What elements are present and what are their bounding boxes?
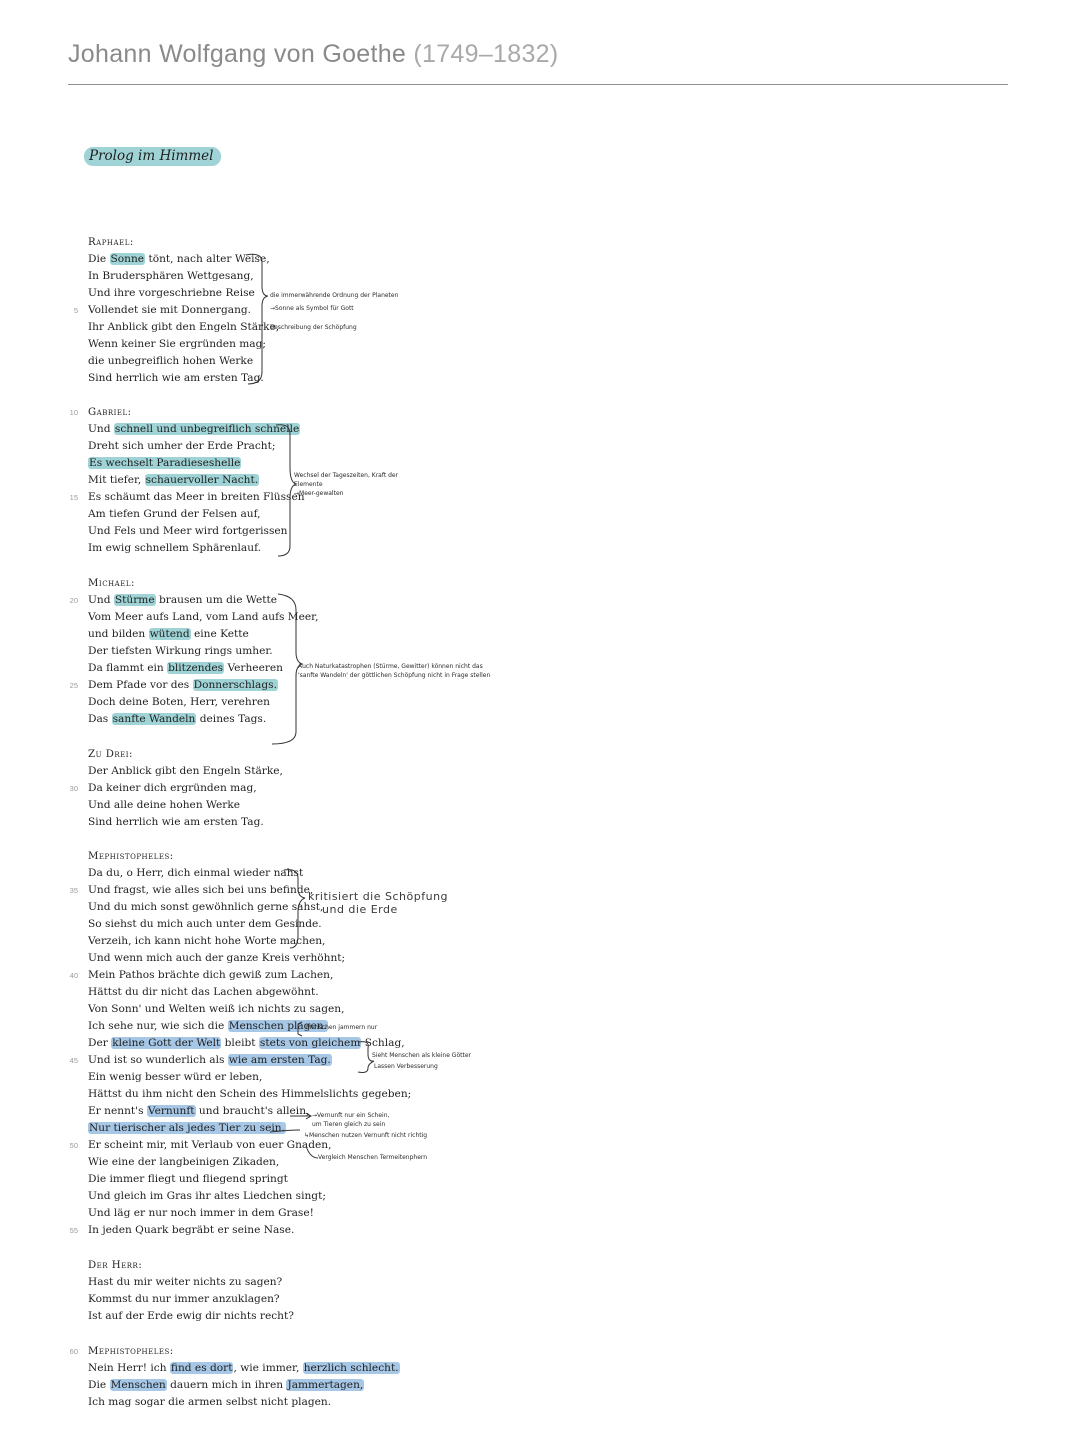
author-years: (1749–1832) bbox=[413, 40, 559, 68]
verse-line: In jeden Quark begräbt er seine Nase. bbox=[88, 1224, 295, 1236]
line-number: 15 bbox=[69, 493, 78, 502]
line-number: 30 bbox=[69, 784, 78, 793]
note-verbesserung: Lassen Verbesserung bbox=[374, 1063, 438, 1070]
bracket-meph-2 bbox=[298, 1022, 302, 1036]
highlight: Menschen bbox=[110, 1379, 166, 1391]
highlight: find es dort bbox=[170, 1362, 233, 1374]
verse-line: Der Anblick gibt den Engeln Stärke, bbox=[88, 765, 283, 777]
line-number: 20 bbox=[69, 596, 78, 605]
author-name: Johann Wolfgang von Goethe bbox=[68, 40, 407, 68]
line-number: 45 bbox=[69, 1056, 78, 1065]
note-erde: und die Erde bbox=[322, 903, 398, 916]
speaker-mephistopheles: Mephistopheles: bbox=[88, 1346, 174, 1357]
line-number: 10 bbox=[69, 408, 78, 417]
note-sanfte-wandeln: 'sanfte Wandeln' der göttlichen Schöpfung nicht in Frage stellen bbox=[298, 672, 491, 679]
highlight: Sonne bbox=[110, 253, 145, 265]
highlight: Nur tierischer als jedes Tier zu sein. bbox=[89, 1122, 285, 1134]
arrow-tier bbox=[270, 1130, 300, 1132]
verse-line: Die Menschen dauern mich in ihren Jammertagen, bbox=[88, 1379, 364, 1391]
verse-line: Und du mich sonst gewöhnlich gerne sahst, bbox=[88, 901, 324, 913]
verse-line: Dreht sich umher der Erde Pracht; bbox=[88, 440, 276, 452]
verse-line: Wenn keiner Sie ergründen mag; bbox=[88, 338, 266, 350]
verse-line: Und läg er nur noch immer in dem Grase! bbox=[88, 1207, 314, 1219]
line-number: 55 bbox=[69, 1226, 78, 1235]
line-number: 25 bbox=[69, 681, 78, 690]
verse-line: Und gleich im Gras ihr altes Liedchen singt; bbox=[88, 1190, 326, 1202]
note-menschen-jammern: Menschen jammern nur bbox=[306, 1024, 378, 1031]
highlight: schnell und unbegreiflich schnelle bbox=[114, 423, 300, 435]
highlight: kleine Gott der Welt bbox=[112, 1037, 221, 1049]
verse-line: Mein Pathos brächte dich gewiß zum Lachen, bbox=[88, 969, 334, 981]
verse-line: Mit tiefer, schauervoller Nacht. bbox=[88, 474, 259, 486]
note-vernunft-richtig: ↳Menschen nutzen Vernunft nicht richtig bbox=[304, 1132, 428, 1139]
verse-line: Hast du mir weiter nichts zu sagen? bbox=[88, 1276, 283, 1288]
note-kleine-goetter: Sieht Menschen als kleine Götter bbox=[372, 1052, 471, 1059]
highlight: blitzendes bbox=[168, 662, 224, 674]
line-number: 50 bbox=[69, 1141, 78, 1150]
verse-line: Sind herrlich wie am ersten Tag. bbox=[88, 816, 264, 828]
verse-line: Und ihre vorgeschriebne Reise bbox=[88, 287, 255, 299]
note-sonne-symbol: →Sonne als Symbol für Gott bbox=[270, 305, 354, 312]
line-zikaden bbox=[306, 1146, 318, 1158]
note-tageszeiten: Wechsel der Tageszeiten, Kraft der bbox=[294, 472, 399, 479]
verse-line: Und Stürme brausen um die Wette bbox=[88, 594, 277, 606]
verse-line: Vollendet sie mit Donnergang. bbox=[88, 304, 252, 316]
note-schoepfung: Beschreibung der Schöpfung bbox=[270, 324, 357, 331]
speaker-michael: Michael: bbox=[88, 578, 135, 589]
verse-line: Kommst du nur immer anzuklagen? bbox=[88, 1293, 280, 1305]
verse-line: Es schäumt das Meer in breiten Flüssen bbox=[88, 491, 305, 503]
verse-line: Am tiefen Grund der Felsen auf, bbox=[88, 508, 261, 520]
verse-line: Er scheint mir, mit Verlaub von euer Gnaden, bbox=[88, 1139, 332, 1151]
verse-line: Hättst du ihm nicht den Schein des Himmelslichts gegeben; bbox=[88, 1088, 412, 1100]
verse-line: Ihr Anblick gibt den Engeln Stärke, bbox=[88, 321, 280, 333]
verse-line: In Brudersphären Wettgesang, bbox=[88, 270, 254, 282]
speaker-gabriel: Gabriel: bbox=[88, 407, 132, 418]
bracket-meph-1 bbox=[284, 870, 305, 948]
highlight: wütend bbox=[149, 628, 190, 640]
verse-line: Er nennt's Vernunft und braucht's allein, bbox=[88, 1105, 310, 1117]
verse-line: Und alle deine hohen Werke bbox=[88, 799, 241, 811]
speaker-der-herr: Der Herr: bbox=[88, 1260, 143, 1271]
highlight: herzlich schlecht. bbox=[303, 1362, 399, 1374]
verse-line: Die immer fliegt und fliegend springt bbox=[88, 1173, 288, 1185]
verse-line: Und wenn mich auch der ganze Kreis verhöhnt; bbox=[88, 952, 346, 964]
verse-line: Ist auf der Erde ewig dir nichts recht? bbox=[88, 1310, 294, 1322]
verse-line: Im ewig schnellem Sphärenlauf. bbox=[88, 542, 261, 554]
verse-line: Und ist so wunderlich als wie am ersten Tag. bbox=[88, 1054, 331, 1066]
note-meergewalten: →Meer-gewalten bbox=[294, 490, 344, 497]
verse-line: Ich mag sogar die armen selbst nicht plagen. bbox=[88, 1396, 332, 1408]
verse-line: Sind herrlich wie am ersten Tag. bbox=[88, 372, 264, 384]
verse-line: Dem Pfade vor des Donnerschlags. bbox=[88, 679, 277, 691]
note-vergleich: Vergleich Menschen Termeitenphern bbox=[318, 1154, 428, 1161]
highlight: Vernunft bbox=[147, 1105, 195, 1117]
line-number: 60 bbox=[69, 1347, 78, 1356]
verse-line: Verzeih, ich kann nicht hohe Worte machen, bbox=[88, 935, 326, 947]
line-number: 40 bbox=[69, 971, 78, 980]
highlight: wie am ersten Tag. bbox=[228, 1054, 331, 1066]
verse-line: Da flammt ein blitzendes Verheeren bbox=[88, 662, 284, 674]
arrow-vernunft bbox=[290, 1113, 311, 1119]
line-number: 35 bbox=[69, 886, 78, 895]
line-number: 5 bbox=[73, 306, 78, 315]
verse-line: Doch deine Boten, Herr, verehren bbox=[88, 696, 270, 708]
verse-line: So siehst du mich auch unter dem Gesinde. bbox=[88, 918, 322, 930]
verse-line: und bilden wütend eine Kette bbox=[88, 628, 249, 640]
verse-line: Vom Meer aufs Land, vom Land aufs Meer, bbox=[88, 611, 319, 623]
verse-line: Da du, o Herr, dich einmal wieder nahst bbox=[88, 867, 304, 879]
highlight: Donnerschlags. bbox=[193, 679, 277, 691]
note-elemente: Elemente bbox=[294, 481, 323, 488]
highlight: Jammertagen, bbox=[287, 1379, 364, 1391]
speaker-zu-drei: Zu Drei: bbox=[88, 749, 133, 760]
verse-line: Ich sehe nur, wie sich die Menschen plagen. bbox=[88, 1020, 327, 1032]
verse-line: Und schnell und unbegreiflich schnelle bbox=[88, 423, 300, 435]
highlight: schauervoller Nacht. bbox=[145, 474, 259, 486]
note-kritisiert: kritisiert die Schöpfung bbox=[308, 890, 449, 903]
verse-line: Und fragst, wie alles sich bei uns befinde, bbox=[88, 884, 314, 896]
highlight: stets von gleichem bbox=[259, 1037, 361, 1049]
verse-line: Wie eine der langbeinigen Zikaden, bbox=[88, 1156, 280, 1168]
section-title: Prolog im Himmel bbox=[84, 147, 221, 166]
speaker-raphael: Raphael: bbox=[88, 237, 134, 248]
verse-line: Die Sonne tönt, nach alter Weise, bbox=[88, 253, 270, 265]
note-vernunft-schein: →Vernunft nur ein Schein, bbox=[312, 1112, 390, 1119]
verse-line: Und Fels und Meer wird fortgerissen bbox=[88, 525, 288, 537]
verse-line: Hättst du dir nicht das Lachen abgewöhnt. bbox=[88, 986, 319, 998]
note-planeten: die immerwährende Ordnung der Planeten bbox=[270, 292, 399, 299]
highlight: Menschen plagen. bbox=[228, 1020, 327, 1032]
note-naturkatastrophen: Auch Naturkatastrophen (Stürme, Gewitter) können nicht das bbox=[298, 663, 483, 670]
verse-line: Ein wenig besser würd er leben, bbox=[88, 1071, 263, 1083]
verse-line: Der tiefsten Wirkung rings umher. bbox=[88, 645, 273, 657]
bracket-raphael bbox=[246, 254, 268, 384]
highlight: sanfte Wandeln bbox=[112, 713, 196, 725]
note-tieren-gleich: um Tieren gleich zu sein bbox=[312, 1121, 386, 1128]
verse-line: Von Sonn' und Welten weiß ich nichts zu sagen, bbox=[88, 1003, 345, 1015]
speaker-mephistopheles: Mephistopheles: bbox=[88, 851, 174, 862]
bracket-gabriel bbox=[276, 425, 296, 556]
verse-line: Da keiner dich ergründen mag, bbox=[88, 782, 257, 794]
highlight: Es wechselt Paradieseshelle bbox=[89, 457, 241, 469]
verse-line: Nein Herr! ich find es dort, wie immer, herzlich schlecht. bbox=[88, 1362, 399, 1374]
verse-line: Das sanfte Wandeln deines Tags. bbox=[88, 713, 267, 725]
verse-line: die unbegreiflich hohen Werke bbox=[88, 355, 254, 367]
verse-line: Der kleine Gott der Welt bleibt stets von gleichem Schlag, bbox=[88, 1037, 405, 1049]
highlight: Stürme bbox=[114, 594, 155, 606]
